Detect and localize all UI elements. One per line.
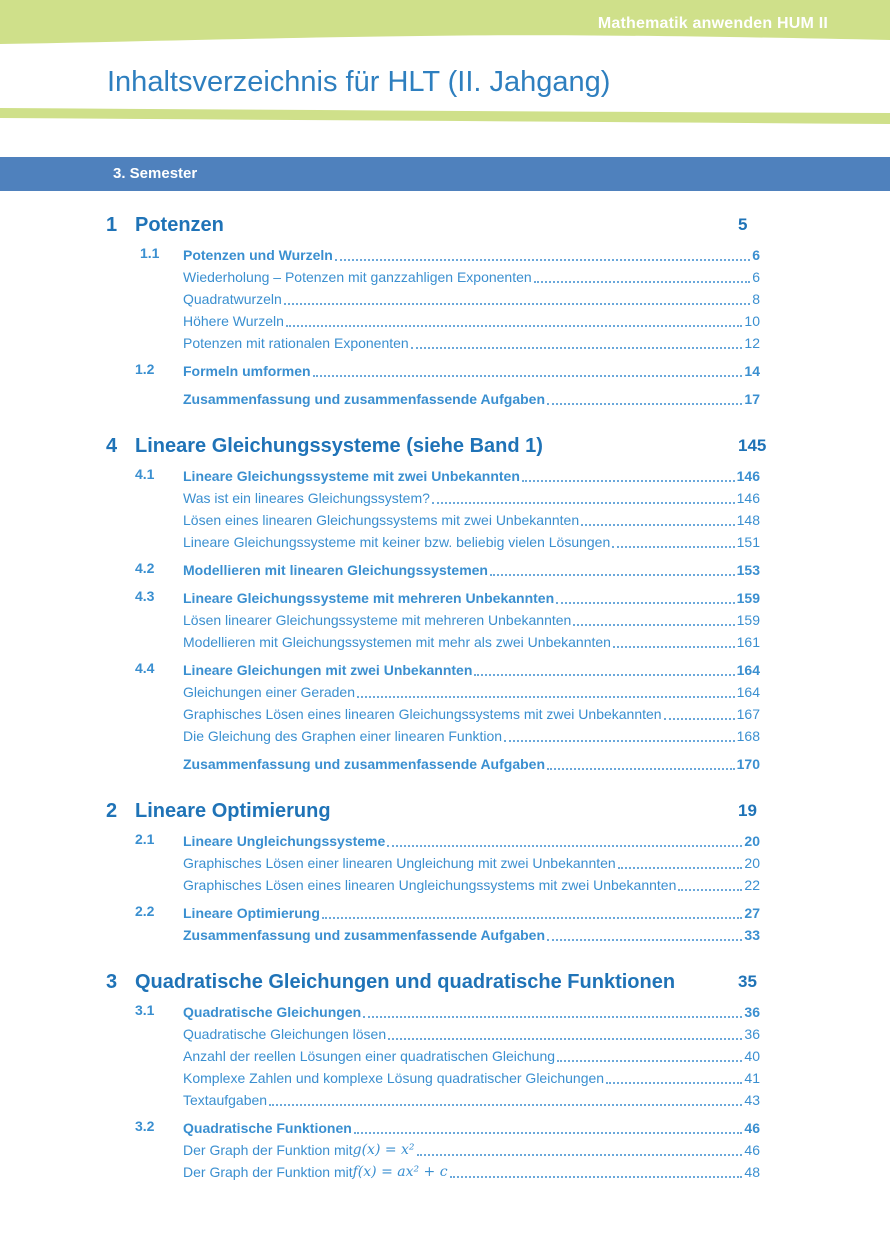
- dot-leader: [313, 375, 743, 377]
- entry-title: Der Graph der Funktion mit: [183, 1164, 353, 1180]
- dot-leader: [322, 917, 743, 919]
- dot-leader: [357, 696, 735, 698]
- toc-entry[interactable]: [183, 560, 760, 580]
- entry-title: Zusammenfassung und zusammenfassende Aufgaben: [183, 391, 545, 407]
- toc-entry[interactable]: [183, 488, 760, 508]
- toc-entry[interactable]: [183, 754, 760, 774]
- entry-title: Höhere Wurzeln: [183, 313, 284, 329]
- entry-page: 48: [744, 1164, 760, 1180]
- dot-leader: [284, 303, 750, 305]
- entry-title: Der Graph der Funktion mit: [183, 1142, 353, 1158]
- entry-title: Lineare Optimierung: [183, 905, 320, 921]
- entry-title: Quadratische Gleichungen lösen: [183, 1026, 387, 1042]
- dot-leader: [388, 1038, 742, 1040]
- entry-page: 168: [736, 728, 760, 744]
- entry-page: 161: [736, 634, 760, 650]
- entry-title: Lineare Gleichungssysteme mit mehreren Unbekannten: [183, 590, 555, 606]
- chapter-page: 35: [738, 972, 757, 991]
- section-number: 4.3: [135, 588, 155, 604]
- entry-page: 6: [752, 247, 760, 263]
- entry-page: 164: [736, 684, 760, 700]
- brand-label: Mathematik anwenden HUM II: [597, 15, 828, 32]
- entry-title: Die Gleichung des Graphen einer linearen Funktion: [183, 728, 503, 744]
- section-number: 4.1: [135, 466, 155, 482]
- chapter-number: 2: [106, 800, 118, 822]
- dot-leader: [286, 325, 743, 327]
- dot-leader: [664, 718, 735, 720]
- dot-leader: [417, 1154, 743, 1156]
- entry-title: Wiederholung – Potenzen mit ganzzahligen Exponenten: [183, 269, 532, 285]
- entry-title: Was ist ein lineares Gleichungssystem?: [183, 490, 430, 506]
- toc-entry[interactable]: [183, 1118, 760, 1138]
- chapter-page: 5: [738, 215, 748, 234]
- entry-title: Quadratische Gleichungen: [183, 1004, 362, 1020]
- toc-entry[interactable]: [183, 853, 760, 873]
- toc-entry[interactable]: [183, 875, 760, 895]
- entry-page: 159: [736, 612, 760, 628]
- chapter-title[interactable]: Potenzen: [135, 214, 224, 236]
- chapter-title[interactable]: Lineare Gleichungssysteme (siehe Band 1): [135, 435, 543, 457]
- entry-page: 14: [744, 363, 760, 379]
- formula: g(x) = x²: [352, 1142, 415, 1158]
- dot-leader: [450, 1176, 743, 1178]
- entry-page: 164: [736, 662, 760, 678]
- dot-leader: [556, 602, 735, 604]
- toc-entry[interactable]: [183, 1068, 760, 1088]
- toc-entry[interactable]: [183, 1024, 760, 1044]
- toc-entry[interactable]: [183, 466, 760, 486]
- dot-leader: [411, 347, 743, 349]
- entry-title: Lösen eines linearen Gleichungssystems mit zwei Unbekannten: [183, 512, 580, 528]
- dot-leader: [504, 740, 735, 742]
- entry-page: 10: [744, 313, 760, 329]
- entry-page: 8: [752, 291, 760, 307]
- entry-page: 46: [744, 1120, 760, 1136]
- section-number: 4.2: [135, 560, 155, 576]
- entry-page: 43: [744, 1092, 760, 1108]
- dot-leader: [581, 524, 735, 526]
- toc-entry[interactable]: [183, 682, 760, 702]
- toc-entry[interactable]: [183, 831, 760, 851]
- chapter-page: 145: [738, 436, 767, 455]
- entry-page: 40: [744, 1048, 760, 1064]
- entry-page: 167: [736, 706, 760, 722]
- entry-page: 36: [744, 1026, 760, 1042]
- chapter-title[interactable]: Quadratische Gleichungen und quadratische Funktionen: [135, 971, 676, 993]
- entry-page: 20: [744, 855, 760, 871]
- toc-entry[interactable]: [183, 1090, 760, 1110]
- toc-entry[interactable]: [183, 1162, 760, 1182]
- entry-title: Komplexe Zahlen und komplexe Lösung quadratischer Gleichungen: [183, 1070, 605, 1086]
- toc-entry[interactable]: [183, 1046, 760, 1066]
- section-number: 3.1: [135, 1002, 155, 1018]
- entry-page: 12: [744, 335, 760, 351]
- entry-title: Anzahl der reellen Lösungen einer quadratischen Gleichung: [183, 1048, 556, 1064]
- page-title: Inhaltsverzeichnis für HLT (II. Jahgang): [107, 66, 611, 98]
- entry-page: 146: [736, 490, 760, 506]
- entry-title: Potenzen mit rationalen Exponenten: [183, 335, 409, 351]
- dot-leader: [335, 259, 750, 261]
- section-number: 1.1: [140, 245, 160, 261]
- entry-title: Zusammenfassung und zusammenfassende Aufgaben: [183, 756, 545, 772]
- semester-label: 3. Semester: [113, 165, 198, 182]
- dot-leader: [573, 624, 734, 626]
- dot-leader: [612, 546, 734, 548]
- entry-page: 33: [744, 927, 760, 943]
- chapter-title[interactable]: Lineare Optimierung: [135, 800, 331, 822]
- entry-title: Lineare Gleichungssysteme mit zwei Unbekannten: [183, 468, 520, 484]
- entry-title: Lineare Gleichungen mit zwei Unbekannten: [183, 662, 473, 678]
- entry-page: 20: [744, 833, 760, 849]
- dot-leader: [354, 1132, 743, 1134]
- dot-leader: [387, 845, 742, 847]
- entry-page: 46: [744, 1142, 760, 1158]
- entry-title: Graphisches Lösen eines linearen Ungleichungssystems mit zwei Unbekannten: [183, 877, 677, 893]
- dot-leader: [547, 403, 742, 405]
- toc-entry[interactable]: [183, 311, 760, 331]
- toc-entry[interactable]: [183, 632, 760, 652]
- entry-title: Zusammenfassung und zusammenfassende Aufgaben: [183, 927, 545, 943]
- entry-title: Graphisches Lösen eines linearen Gleichungssystems mit zwei Unbekannten: [183, 706, 662, 722]
- entry-page: 153: [736, 562, 760, 578]
- toc-entry[interactable]: [183, 510, 760, 530]
- entry-page: 17: [744, 391, 760, 407]
- section-number: 4.4: [135, 660, 155, 676]
- toc-entry[interactable]: [183, 1002, 760, 1022]
- formula: f(x) = ax² + c: [352, 1164, 448, 1180]
- dot-leader: [432, 502, 735, 504]
- entry-page: 170: [736, 756, 760, 772]
- dot-leader: [618, 867, 743, 869]
- toc-entry[interactable]: [183, 267, 760, 287]
- entry-title: Lineare Gleichungssysteme mit keiner bzw. beliebig vielen Lösungen: [183, 534, 611, 550]
- entry-title: Gleichungen einer Geraden: [183, 684, 356, 700]
- toc-entry[interactable]: [183, 660, 760, 680]
- toc-entry[interactable]: [183, 903, 760, 923]
- section-number: 2.1: [135, 831, 155, 847]
- chapter-number: 1: [106, 214, 118, 236]
- chapter-page: 19: [738, 801, 757, 820]
- entry-page: 36: [744, 1004, 760, 1020]
- toc-entry[interactable]: [183, 925, 760, 945]
- toc-entry[interactable]: [183, 532, 760, 552]
- dot-leader: [557, 1060, 742, 1062]
- dot-leader: [474, 674, 734, 676]
- entry-page: 6: [752, 269, 760, 285]
- dot-leader: [522, 480, 735, 482]
- toc-entry[interactable]: [183, 333, 760, 353]
- toc-entry[interactable]: [183, 704, 760, 724]
- toc-entry[interactable]: [183, 1140, 760, 1160]
- dot-leader: [490, 574, 735, 576]
- section-number: 2.2: [135, 903, 155, 919]
- toc-entry[interactable]: [183, 389, 760, 409]
- toc-entry[interactable]: [183, 245, 760, 265]
- dot-leader: [613, 646, 735, 648]
- entry-title: Graphisches Lösen einer linearen Ungleichung mit zwei Unbekannten: [183, 855, 616, 871]
- entry-page: 146: [736, 468, 760, 484]
- dot-leader: [534, 281, 751, 283]
- dot-leader: [269, 1104, 742, 1106]
- entry-page: 151: [736, 534, 760, 550]
- toc-entry[interactable]: [183, 588, 760, 608]
- entry-title: Textaufgaben: [183, 1092, 268, 1108]
- entry-page: 41: [744, 1070, 760, 1086]
- dot-leader: [547, 768, 735, 770]
- dot-leader: [678, 889, 742, 891]
- entry-page: 148: [736, 512, 760, 528]
- entry-title: Quadratische Funktionen: [183, 1120, 352, 1136]
- entry-title: Formeln umformen: [183, 363, 311, 379]
- entry-page: 27: [744, 905, 760, 921]
- dot-leader: [547, 939, 742, 941]
- toc-entry[interactable]: [183, 610, 760, 630]
- toc-entry[interactable]: [183, 726, 760, 746]
- dot-leader: [363, 1016, 742, 1018]
- entry-title: Quadratwurzeln: [183, 291, 282, 307]
- section-number: 3.2: [135, 1118, 155, 1134]
- entry-page: 22: [744, 877, 760, 893]
- toc-entry[interactable]: [183, 289, 760, 309]
- dot-leader: [606, 1082, 742, 1084]
- entry-title: Lineare Ungleichungssysteme: [183, 833, 386, 849]
- entry-title: Modellieren mit Gleichungssystemen mit mehr als zwei Unbekannten: [183, 634, 611, 650]
- entry-title: Modellieren mit linearen Gleichungssystemen: [183, 562, 488, 578]
- chapter-number: 3: [106, 971, 118, 993]
- toc-entry[interactable]: [183, 361, 760, 381]
- chapter-number: 4: [106, 435, 118, 457]
- entry-title: Lösen linearer Gleichungssysteme mit mehreren Unbekannten: [183, 612, 572, 628]
- entry-page: 159: [736, 590, 760, 606]
- entry-title: Potenzen und Wurzeln: [183, 247, 333, 263]
- section-number: 1.2: [135, 361, 155, 377]
